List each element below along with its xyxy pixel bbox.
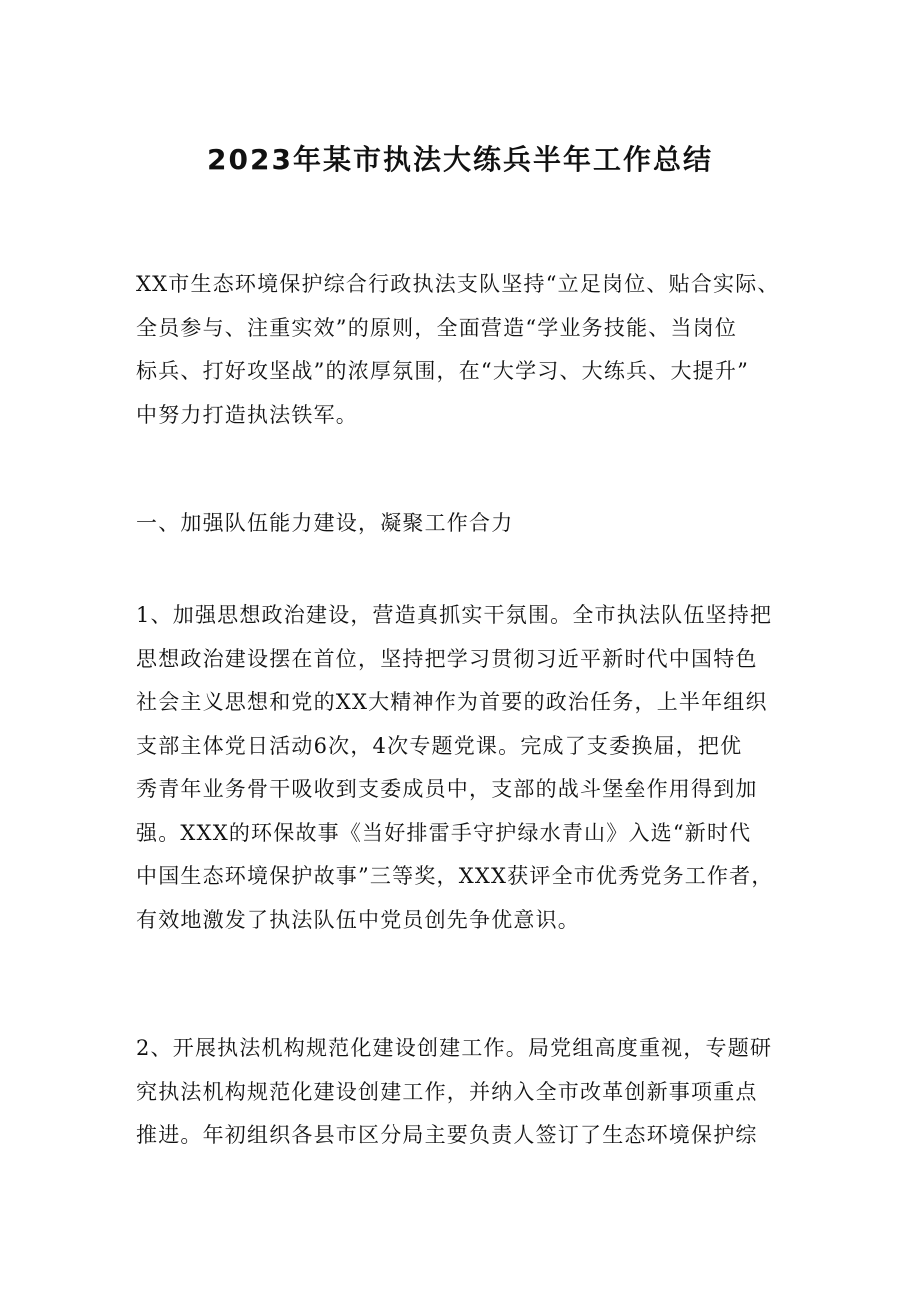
paragraph-line: 秀青年业务骨干吸收到支委成员中，支部的战斗堡垒作用得到加	[136, 777, 758, 801]
item-2-paragraph	[136, 1027, 796, 1158]
paragraph-line: 标兵、打好攻坚战”的浓厚氛围，在“大学习、大练兵、大提升”	[136, 359, 750, 383]
paragraph-line: 推进。年初组织各县市区分局主要负责人签订了生态环境保护综	[136, 1123, 758, 1147]
paragraph-line: 全员参与、注重实效”的原则，全面营造“学业务技能、当岗位	[136, 315, 738, 340]
section-heading-text: 一、加强队伍能力建设，凝聚工作合力	[136, 511, 514, 535]
item-1-paragraph	[136, 594, 796, 942]
paragraph-line: 支部主体党日活动6次，4次专题党课。完成了支委换届，把优	[136, 733, 743, 758]
paragraph-line: 中努力打造执法铁军。	[136, 402, 358, 427]
document-title: 2023年某市执法大练兵半年工作总结	[207, 143, 713, 176]
paragraph-line: XX市生态环境保护综合行政执法支队坚持“立足岗位、贴合实际、	[136, 272, 780, 296]
paragraph-line: 思想政治建设摆在首位，坚持把学习贯彻习近平新时代中国特色	[136, 646, 758, 671]
paragraph-line: 强。XXX的环保故事《当好排雷手守护绿水青山》入选“新时代	[136, 820, 752, 845]
section-heading	[136, 502, 796, 546]
paragraph-line: 中国生态环境保护故事”三等奖，XXX获评全市优秀党务工作者，	[136, 864, 774, 888]
intro-paragraph	[136, 263, 796, 437]
paragraph-line: 社会主义思想和党的XX大精神作为首要的政治任务，上半年组织	[136, 690, 768, 714]
paragraph-line: 究执法机构规范化建设创建工作，并纳入全市改革创新事项重点	[136, 1079, 758, 1104]
paragraph-line: 有效地激发了执法队伍中党员创先争优意识。	[136, 907, 580, 932]
paragraph-line: 2、开展执法机构规范化建设创建工作。局党组高度重视，专题研	[136, 1036, 773, 1060]
paragraph-line: 1、加强思想政治建设，营造真抓实干氛围。全市执法队伍坚持把	[136, 603, 773, 627]
